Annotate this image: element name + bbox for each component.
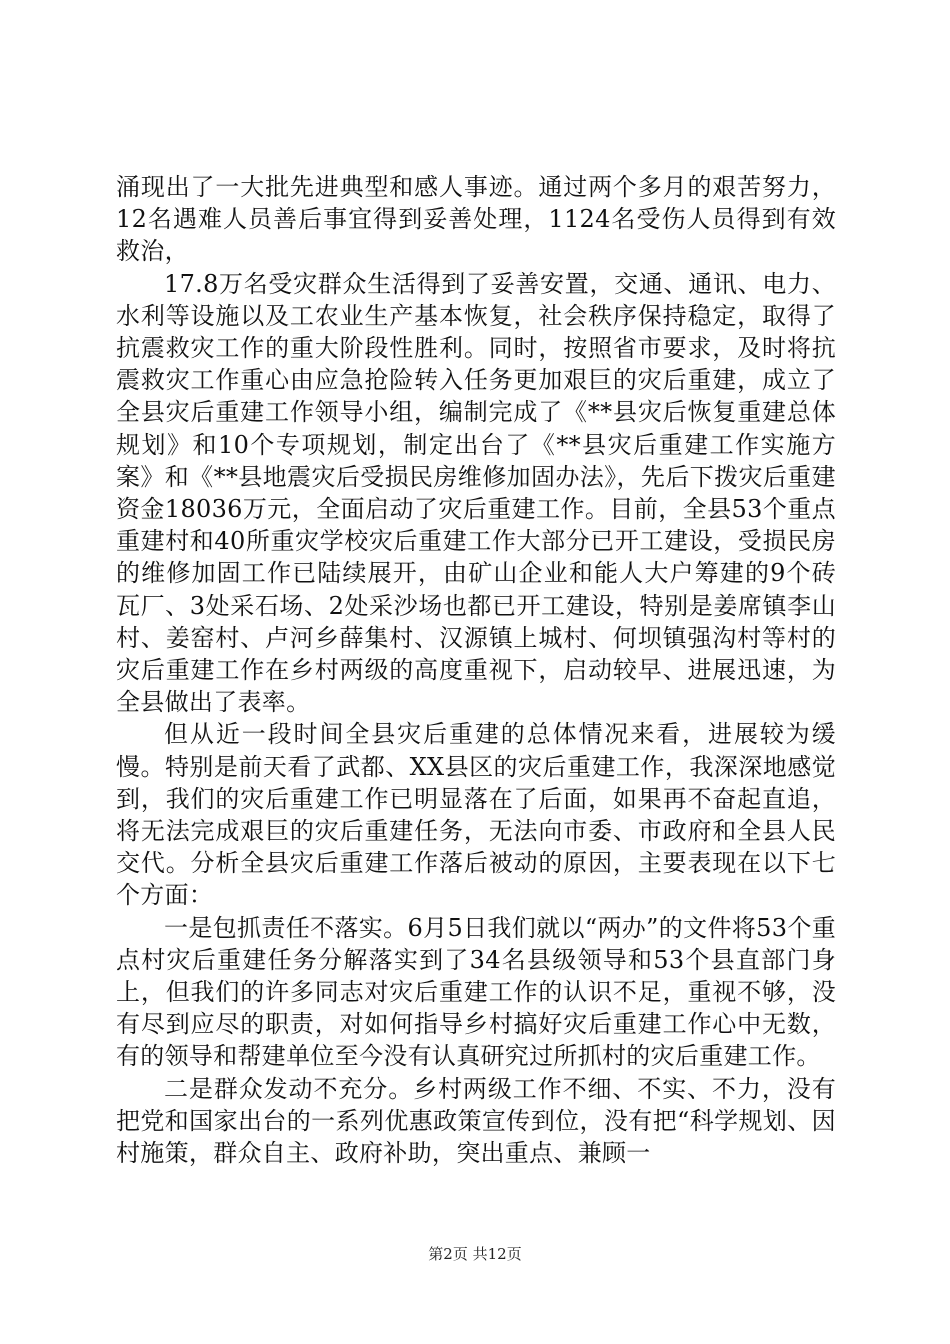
page-footer: 第2页 共12页 — [428, 1245, 522, 1263]
paragraph-2: 17.8万名受灾群众生活得到了妥善安置，交通、通讯、电力、水利等设施以及工农业生产基本恢复，社会秩序保持稳定，取得了抗震救灾工作的重大阶段性胜利。同时，按照省市要求，及时将抗震救灾工作重心由应急抢险转入任务更加艰巨的灾后重建，成立了全县灾后重建工作领导小组，编制完成了《**县灾后恢复重建总体规划》和10个专项规划，制定出台了《**县灾后重建工作实施方案》和《**县地震灾后受损民房维修加固办法》，先后下拨灾后重建资金18036万元，全面启动了灾后重建工作。目前，全县53个重点重建村和40所重灾学校灾后重建工作大部分已开工建设，受损民房的维修加固工作已陆续展开，由矿山企业和能人大户筹建的9个砖瓦厂、3处采石场、2处采沙场也都已开工建设，特别是姜席镇李山村、姜窑村、卢河乡薛集村、汉源镇上城村、何坝镇强沟村等村的灾后重建工作在乡村两级的高度重视下，启动较早、进展迅速，为全县做出了表率。 — [116, 269, 836, 717]
paragraph-5: 二是群众发动不充分。乡村两级工作不细、不实、不力，没有把党和国家出台的一系列优惠政策宣传到位，没有把“科学规划、因村施策，群众自主、政府补助，突出重点、兼顾一 — [116, 1074, 836, 1168]
paragraph-4: 一是包抓责任不落实。6月5日我们就以“两办”的文件将53个重点村灾后重建任务分解落实到了34名县级领导和53个县直部门身上，但我们的许多同志对灾后重建工作的认识不足，重视不够，没有尽到应尽的职责，对如何指导乡村搞好灾后重建工作心中无数，有的领导和帮建单位至今没有认真研究过所抓村的灾后重建工作。 — [116, 913, 836, 1071]
paragraph-1: 涌现出了一大批先进典型和感人事迹。通过两个多月的艰苦努力，12名遇难人员善后事宜得到妥善处理，1124名受伤人员得到有效救治， — [116, 173, 836, 266]
paragraph-3: 但从近一段时间全县灾后重建的总体情况来看，进展较为缓慢。特别是前天看了武都、XX县区的灾后重建工作，我深深地感觉到，我们的灾后重建工作已明显落在了后面，如果再不奋起直追，将无法完成艰巨的灾后重建任务，无法向市委、市政府和全县人民交代。分析全县灾后重建工作落后被动的原因，主要表现在以下七个方面： — [116, 720, 836, 910]
document-body — [116, 171, 836, 1169]
